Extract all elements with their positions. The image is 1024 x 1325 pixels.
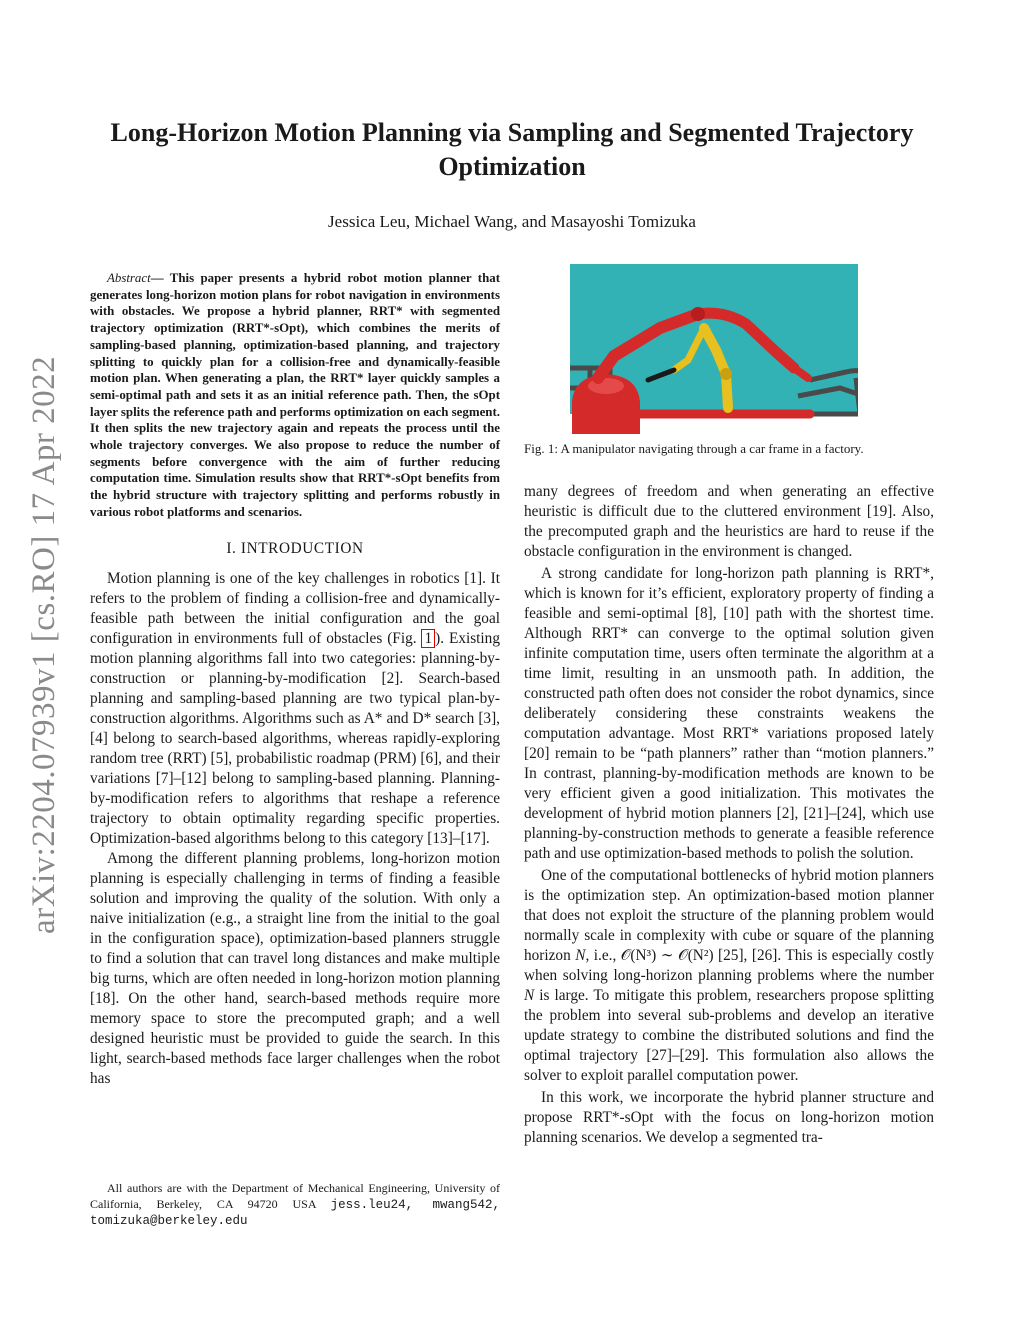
right-paragraph-rrt: A strong candidate for long-horizon path planning is RRT*, which is known for it’s efficient, exploratory property of finding a feasible and semi-optimal [8], [10] path with the shortest time. Although RRT* can converge to the optimal solution given infinite computation time, users often terminate the algorithm at a time limit, resulting in an unsmooth path. In addition, the constructed path often does not consider the robot dynamics, since deliberately considering these constraints weakens the computation advantage. Most RRT* variations proposed lately [20] remain to be “path planners” rather than “motion planners.” In contrast, planning-by-modification methods are known to be very efficient given a good initialization. This motivates the development of hybrid motion planners [2], [21]–[24], which use planning-by-construction methods to generate a feasible reference path and use optimization-based methods to polish the solution. [524,565,934,862]
math-n-2: N [524,987,535,1004]
bottleneck-text-d: is large. To mitigate this problem, researchers propose splitting the problem into several sub-problems and develop an iterative update strategy to combine the distributed solutions and find the optimal trajectory [27]–[29]. This formulation also allows the solver to exploit parallel computation power. [524,987,934,1084]
bottleneck-text-c: [25], [26]. This is especially costly when solving long-horizon planning problems where the number [524,947,934,984]
intro-p1-text-a: Motion planning is one of the key challenges in robotics [1]. It refers to the problem of finding a collision-free and dynamically-feasible path between the initial configuration and the goal configuration in environments full of obstacles (Fig. [90,569,500,647]
bottleneck-text-a: One of the computational bottlenecks of hybrid motion planners is the optimization step. An optimization-based motion planner that does not exploit the structure of the planning problem would normally scale in complexity with cube or square of the planning horizon [524,867,934,964]
abstract-body: — This paper presents a hybrid robot motion planner that generates long-horizon motion plans for robot navigation in environments with obstacles. We propose a hybrid planner, RRT* with segmented trajectory optimization (RRT*-sOpt), which combines the merits of sampling-based planning, optimization-based planning, and trajectory splitting to quickly plan for a collision-free and dynamically-feasible motion plan. When generating a plan, the RRT* layer quickly samples a semi-optimal path and sets it as an initial reference path. Then, the sOpt layer splits the reference path and performs optimization on each segment. It then splits the new trajectory again and repeats the process until the whole trajectory converges. We also propose to reduce the number of segments before convergence with the aim of further reducing computation time. Simulation results show that RRT*-sOpt benefits from the hybrid structure with trajectory splitting and performs robustly in various robot platforms and scenarios. [90,271,500,519]
math-n-1: N [575,947,586,964]
author-emails: jess.leu24, mwang542, tomizuka@berkeley.edu [90,1197,500,1228]
bottleneck-text-b: , i.e., [585,947,621,964]
red-joint [691,307,705,321]
figure-manipulator-car-frame [570,264,858,434]
footnote-text: All authors are with the Department of Mechanical Engineering, University of California, Berkeley, CA 94720 USA [90,1181,500,1211]
affiliation-footnote [90,1181,500,1230]
abstract [90,270,500,521]
math-o-cubic: 𝒪(N³) [620,947,657,964]
right-paragraph-continuation: many degrees of freedom and when generating an effective heuristic is difficult due to the cluttered environment [19]. Also, the precomputed graph and the heuristics are hard to reuse if the obstacle configuration in the environment is changed. [524,483,934,560]
figure-reference-link[interactable]: 1 [421,629,435,648]
section-heading: I. INTRODUCTION [226,539,364,557]
intro-p1-text-b: ). Existing motion planning algorithms fall into two categories: planning-by-construction or planning-by-modification [2]. Search-based planning and sampling-based planning are two typical plan-by-construction algorithms. Algorithms such as A* and D* search [3], [4] belong to search-based algorithms, whereas rapidly-exploring random tree (RRT) [5], probabilistic roadmap (PRM) [6], and their variations [7]–[12] belong to sampling-based planning. Planning-by-modification refers to algorithms that reshape a reference trajectory to obtain optimality regarding specific properties. Optimization-based algorithms belong to this category [13]–[17]. [90,629,500,847]
right-paragraph-this-work: In this work, we incorporate the hybrid planner structure and propose RRT*-sOpt with the focus on long-horizon motion planning scenarios. We develop a segmented tra- [524,1089,934,1146]
arxiv-stamp: arXiv:2204.07939v1 [cs.RO] 17 Apr 2022 [26,355,62,935]
right-column [524,482,934,1148]
author-list: Jessica Leu, Michael Wang, and Masayoshi Tomizuka [328,212,696,231]
math-sim: ∼ [656,947,679,964]
abstract-label: Abstract [107,271,151,285]
math-o-square: 𝒪(N²) [678,947,714,964]
yellow-joint [720,368,732,380]
intro-paragraph-2: Among the different planning problems, long-horizon motion planning is especially challenging in terms of finding a feasible solution and improving the quality of the solution. With only a naive initialization (e.g., a straight line from the initial to the goal in the configuration space), optimization-based planners struggle to find a solution that can travel long distances and make multiple big turns, which are often needed in long-horizon motion planning [18]. On the other hand, search-based methods require more memory space to store the precomputed graph; and a well designed heuristic must be provided to guide the search. In this light, search-based methods face larger challenges when the robot has [90,849,500,1087]
figure-caption: Fig. 1: A manipulator navigating through a car frame in a factory. [524,441,864,456]
intro-paragraph-1 [90,569,500,849]
right-paragraph-bottleneck [524,866,934,1086]
left-column [90,270,500,1089]
paper-title: Long-Horizon Motion Planning via Sampling and Segmented Trajectory Optimization [110,118,914,181]
